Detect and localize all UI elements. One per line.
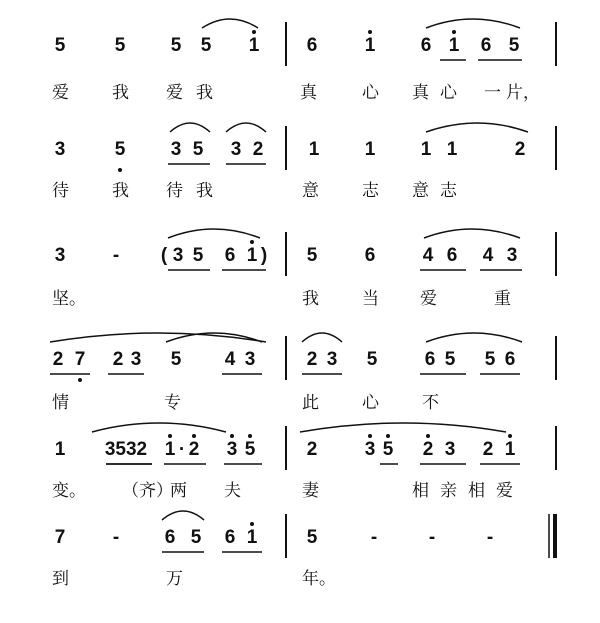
slur-arc xyxy=(92,423,226,432)
high-octave-dot xyxy=(368,30,372,34)
jianpu-note: 3 xyxy=(54,139,66,160)
lyric-char: 真 xyxy=(300,83,317,103)
slur-arc xyxy=(300,423,506,432)
jianpu-note: 1 xyxy=(448,35,460,56)
lyric-char: 待 xyxy=(52,181,69,201)
lyric-char: 真 xyxy=(412,83,429,103)
high-octave-dot xyxy=(192,434,196,438)
jianpu-note: 5 xyxy=(114,35,126,56)
jianpu-note: 4 xyxy=(422,245,434,266)
lyric-char: 意 xyxy=(302,181,319,201)
jianpu-note: 5 xyxy=(170,349,182,370)
jianpu-note: 7 xyxy=(54,527,66,548)
jianpu-note: 5 xyxy=(444,349,456,370)
lyric-char: 心 xyxy=(362,393,379,413)
slur-arc xyxy=(424,229,520,238)
jianpu-note: 5 xyxy=(366,349,378,370)
lyric-char: 我 xyxy=(196,83,213,103)
lyric-char: 专 xyxy=(164,393,181,413)
high-octave-dot xyxy=(426,434,430,438)
jianpu-note: 1 xyxy=(446,139,458,160)
jianpu-note: · xyxy=(178,439,186,460)
lyric-char: 我 xyxy=(302,289,319,309)
jianpu-note: - xyxy=(112,245,120,266)
lyric-char: 相 xyxy=(468,481,485,501)
lyric-char: 到 xyxy=(52,569,69,589)
high-octave-dot xyxy=(508,434,512,438)
jianpu-note: 2 xyxy=(306,439,318,460)
lyric-char: 年。 xyxy=(302,569,336,589)
slur-arc xyxy=(168,229,260,238)
jianpu-note: 1 xyxy=(54,439,66,460)
lyric-char: 我 xyxy=(112,83,129,103)
slur-arc xyxy=(426,19,520,28)
lyric-char: 一 xyxy=(484,83,501,103)
jianpu-note: 6 xyxy=(224,527,236,548)
lyric-char: 意 xyxy=(412,181,429,201)
lyric-char: 此 xyxy=(302,393,319,413)
lyric-char: 夫 xyxy=(224,481,241,501)
jianpu-note: 5 xyxy=(192,245,204,266)
jianpu-note: 5 xyxy=(508,35,520,56)
high-octave-dot xyxy=(386,434,390,438)
jianpu-note: 5 xyxy=(306,527,318,548)
jianpu-note: 6 xyxy=(424,349,436,370)
slur-arc xyxy=(162,511,204,520)
jianpu-note: 5 xyxy=(192,139,204,160)
low-octave-dot xyxy=(118,168,122,172)
slur-arc xyxy=(226,123,266,132)
lyric-char: 爱 xyxy=(52,83,69,103)
jianpu-note: 2 xyxy=(422,439,434,460)
jianpu-note: 3532 xyxy=(104,439,148,460)
lyric-char: 心 xyxy=(362,83,379,103)
lyric-char: 不 xyxy=(422,393,439,413)
lyric-char: 两 xyxy=(170,481,187,501)
lyric-char: 爱 xyxy=(166,83,183,103)
jianpu-note: 2 xyxy=(52,349,64,370)
jianpu-note: 5 xyxy=(484,349,496,370)
jianpu-note: 4 xyxy=(224,349,236,370)
jianpu-note: 1 xyxy=(308,139,320,160)
jianpu-note: 1 xyxy=(246,527,258,548)
high-octave-dot xyxy=(250,522,254,526)
jianpu-note: 7 xyxy=(74,349,86,370)
jianpu-note: 6 xyxy=(306,35,318,56)
lyric-char: 我 xyxy=(112,181,129,201)
jianpu-note: - xyxy=(112,527,120,548)
high-octave-dot xyxy=(168,434,172,438)
slur-arc xyxy=(202,19,258,28)
jianpu-note: 5 xyxy=(54,35,66,56)
lyric-char: 爱 xyxy=(420,289,437,309)
jianpu-note: 5 xyxy=(200,35,212,56)
jianpu-note: 6 xyxy=(420,35,432,56)
lyric-char: 万 xyxy=(166,569,183,589)
lyric-char: 心 xyxy=(440,83,457,103)
jianpu-note: ( xyxy=(160,245,168,266)
jianpu-note: 6 xyxy=(224,245,236,266)
lyric-char: 相 xyxy=(412,481,429,501)
jianpu-note: 3 xyxy=(326,349,338,370)
lyric-char: 变。 xyxy=(52,481,86,501)
jianpu-note: - xyxy=(370,527,378,548)
jianpu-note: 5 xyxy=(114,139,126,160)
jianpu-note: 1 xyxy=(364,35,376,56)
jianpu-note: - xyxy=(486,527,494,548)
low-octave-dot xyxy=(78,378,82,382)
lyric-char: 坚。 xyxy=(52,289,86,309)
high-octave-dot xyxy=(230,434,234,438)
jianpu-note: - xyxy=(428,527,436,548)
high-octave-dot xyxy=(452,30,456,34)
slur-arc xyxy=(166,333,262,342)
lyric-char: （齐） xyxy=(122,481,173,501)
jianpu-note: 2 xyxy=(112,349,124,370)
jianpu-note: 3 xyxy=(130,349,142,370)
high-octave-dot xyxy=(250,240,254,244)
jianpu-note: 6 xyxy=(164,527,176,548)
jianpu-note: 3 xyxy=(444,439,456,460)
jianpu-note: 4 xyxy=(482,245,494,266)
jianpu-note: 1 xyxy=(164,439,176,460)
jianpu-note: 1 xyxy=(248,35,260,56)
jianpu-note: 1 xyxy=(420,139,432,160)
jianpu-note: 6 xyxy=(446,245,458,266)
jianpu-note: 5 xyxy=(244,439,256,460)
jianpu-note: 2 xyxy=(306,349,318,370)
jianpu-note: 2 xyxy=(514,139,526,160)
jianpu-note: 3 xyxy=(244,349,256,370)
jianpu-note: 3 xyxy=(54,245,66,266)
jianpu-note: 3 xyxy=(226,439,238,460)
lyric-char: 爱 xyxy=(496,481,513,501)
lyric-char: 志 xyxy=(362,181,379,201)
slur-arc xyxy=(302,333,342,342)
lyric-char: 重 xyxy=(494,289,511,309)
jianpu-note: 2 xyxy=(482,439,494,460)
lyric-char: 片， xyxy=(506,83,540,103)
jianpu-note: 6 xyxy=(480,35,492,56)
jianpu-note: 5 xyxy=(170,35,182,56)
jianpu-note: 6 xyxy=(504,349,516,370)
lyric-char: 妻 xyxy=(302,481,319,501)
jianpu-note: 3 xyxy=(364,439,376,460)
jianpu-note: 1 xyxy=(364,139,376,160)
jianpu-note: 3 xyxy=(172,245,184,266)
jianpu-note: 3 xyxy=(230,139,242,160)
lyric-char: 志 xyxy=(440,181,457,201)
jianpu-note: 6 xyxy=(364,245,376,266)
jianpu-note: 5 xyxy=(190,527,202,548)
jianpu-note: 3 xyxy=(506,245,518,266)
lyric-char: 我 xyxy=(196,181,213,201)
lyric-char: 当 xyxy=(362,289,379,309)
jianpu-note: ) xyxy=(260,245,268,266)
jianpu-note: 5 xyxy=(382,439,394,460)
high-octave-dot xyxy=(248,434,252,438)
jianpu-note: 1 xyxy=(504,439,516,460)
slur-arc xyxy=(426,333,522,342)
jianpu-note: 3 xyxy=(170,139,182,160)
high-octave-dot xyxy=(368,434,372,438)
lyric-char: 情 xyxy=(52,393,69,413)
jianpu-note: 2 xyxy=(188,439,200,460)
jianpu-note: 2 xyxy=(252,139,264,160)
jianpu-note: 1 xyxy=(246,245,258,266)
lyric-char: 待 xyxy=(166,181,183,201)
slur-arc xyxy=(426,123,528,132)
lyric-char: 亲 xyxy=(440,481,457,501)
slur-arc xyxy=(170,123,210,132)
high-octave-dot xyxy=(252,30,256,34)
jianpu-note: 5 xyxy=(306,245,318,266)
